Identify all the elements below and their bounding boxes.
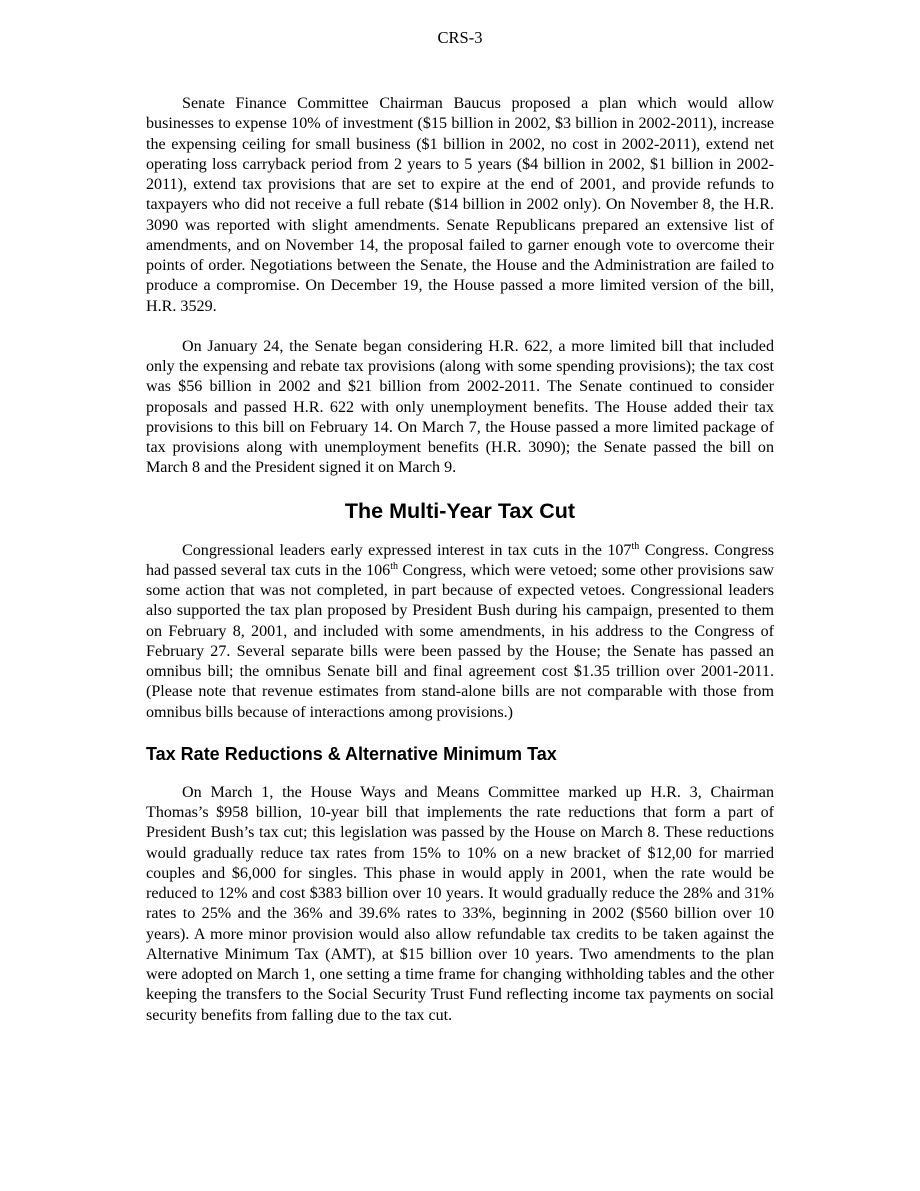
page-number-header: CRS-3 bbox=[437, 28, 483, 47]
superscript: th bbox=[631, 540, 640, 552]
superscript: th bbox=[390, 560, 398, 572]
paragraph-hr622: On January 24, the Senate began considering H.R. 622, a more limited bill that included only the expensing and rebate tax provisions (along with some spending provisions); the tax cost was $56 billion in 2002 and $21 billion from 2002-2011. The Senate continued to consider proposals and passed H.R. 622 with only unemployment benefits. The House added their tax provisions to this bill on February 14. On March 7, the House passed a more limited package of tax provisions along with unemployment benefits (H.R. 3090); the Senate passed the bill on March 8 and the President signed it on March 9. bbox=[146, 337, 774, 477]
text-run: Congressional leaders early expressed interest in tax cuts in the 107 bbox=[182, 541, 632, 559]
paragraph-rate-reductions: On March 1, the House Ways and Means Committee marked up H.R. 3, Chairman Thomas’s $958 billion, 10-year bill that implements the rate reductions that form a part of President Bush’s tax cut; this legislation was passed by the House on March 8. These reductions would gradually reduce tax rates from 15% to 10% on a new bracket of $12,00 for married couples and $6,000 for singles. This phase in would apply in 2001, when the rate would be reduced to 12% and cost $383 billion over 10 years. It would gradually reduce the 28% and 31% rates to 25% and the 36% and 39.6% rates to 33%, beginning in 2002 ($560 billion over 10 years). A more minor provision would also allow refundable tax credits to be taken against the Alternative Minimum Tax (AMT), at $15 billion over 10 years. Two amendments to the plan were adopted on March 1, one setting a time frame for changing withholding tables and the other keeping the transfers to the Social Security Trust Fund reflecting income tax payments on social security benefits from falling due to the tax cut. bbox=[146, 783, 774, 1024]
text-run: Congress, which were vetoed; some other provisions saw some action that was not completed, in part because of expected vetoes. Congressional leaders also supported the tax plan proposed by President Bush during his campaign, presented to them on February 8, 2001, and included with some amendments, in his address to the Congress of February 27. Several separate bills were been passed by the House; the Senate has passed an omnibus bill; the omnibus Senate bill and final agreement cost $1.35 trillion over 2001-2011. (Please note that revenue estimates from stand-alone bills are not comparable with those from omnibus bills because of interactions among provisions.) bbox=[146, 561, 774, 721]
document-body bbox=[146, 94, 774, 1026]
subsection-heading: Tax Rate Reductions & Alternative Minimum Tax bbox=[146, 743, 557, 764]
section-heading: The Multi-Year Tax Cut bbox=[344, 498, 576, 523]
paragraph-multi-year-intro bbox=[146, 541, 774, 723]
text-run: Congress. Congress had passed several tax cuts in the 106 bbox=[146, 541, 774, 579]
paragraph-baucus-plan: Senate Finance Committee Chairman Baucus proposed a plan which would allow businesses to expense 10% of investment ($15 billion in 2002, $3 billion in 2002-2011), increase the expensing ceiling for small business ($1 billion in 2002, no cost in 2002-2011), extend net operating loss carryback period from 2 years to 5 years ($4 billion in 2002, $1 billion in 2002-2011), extend tax provisions that are set to expire at the end of 2001, and provide refunds to taxpayers who did not receive a full rebate ($14 billion in 2002 only). On November 8, the H.R. 3090 was reported with slight amendments. Senate Republicans prepared an extensive list of amendments, and on November 14, the proposal failed to garner enough vote to overcome their points of order. Negotiations between the Senate, the House and the Administration are failed to produce a compromise. On December 19, the House passed a more limited version of the bill, H.R. 3529. bbox=[146, 95, 774, 315]
